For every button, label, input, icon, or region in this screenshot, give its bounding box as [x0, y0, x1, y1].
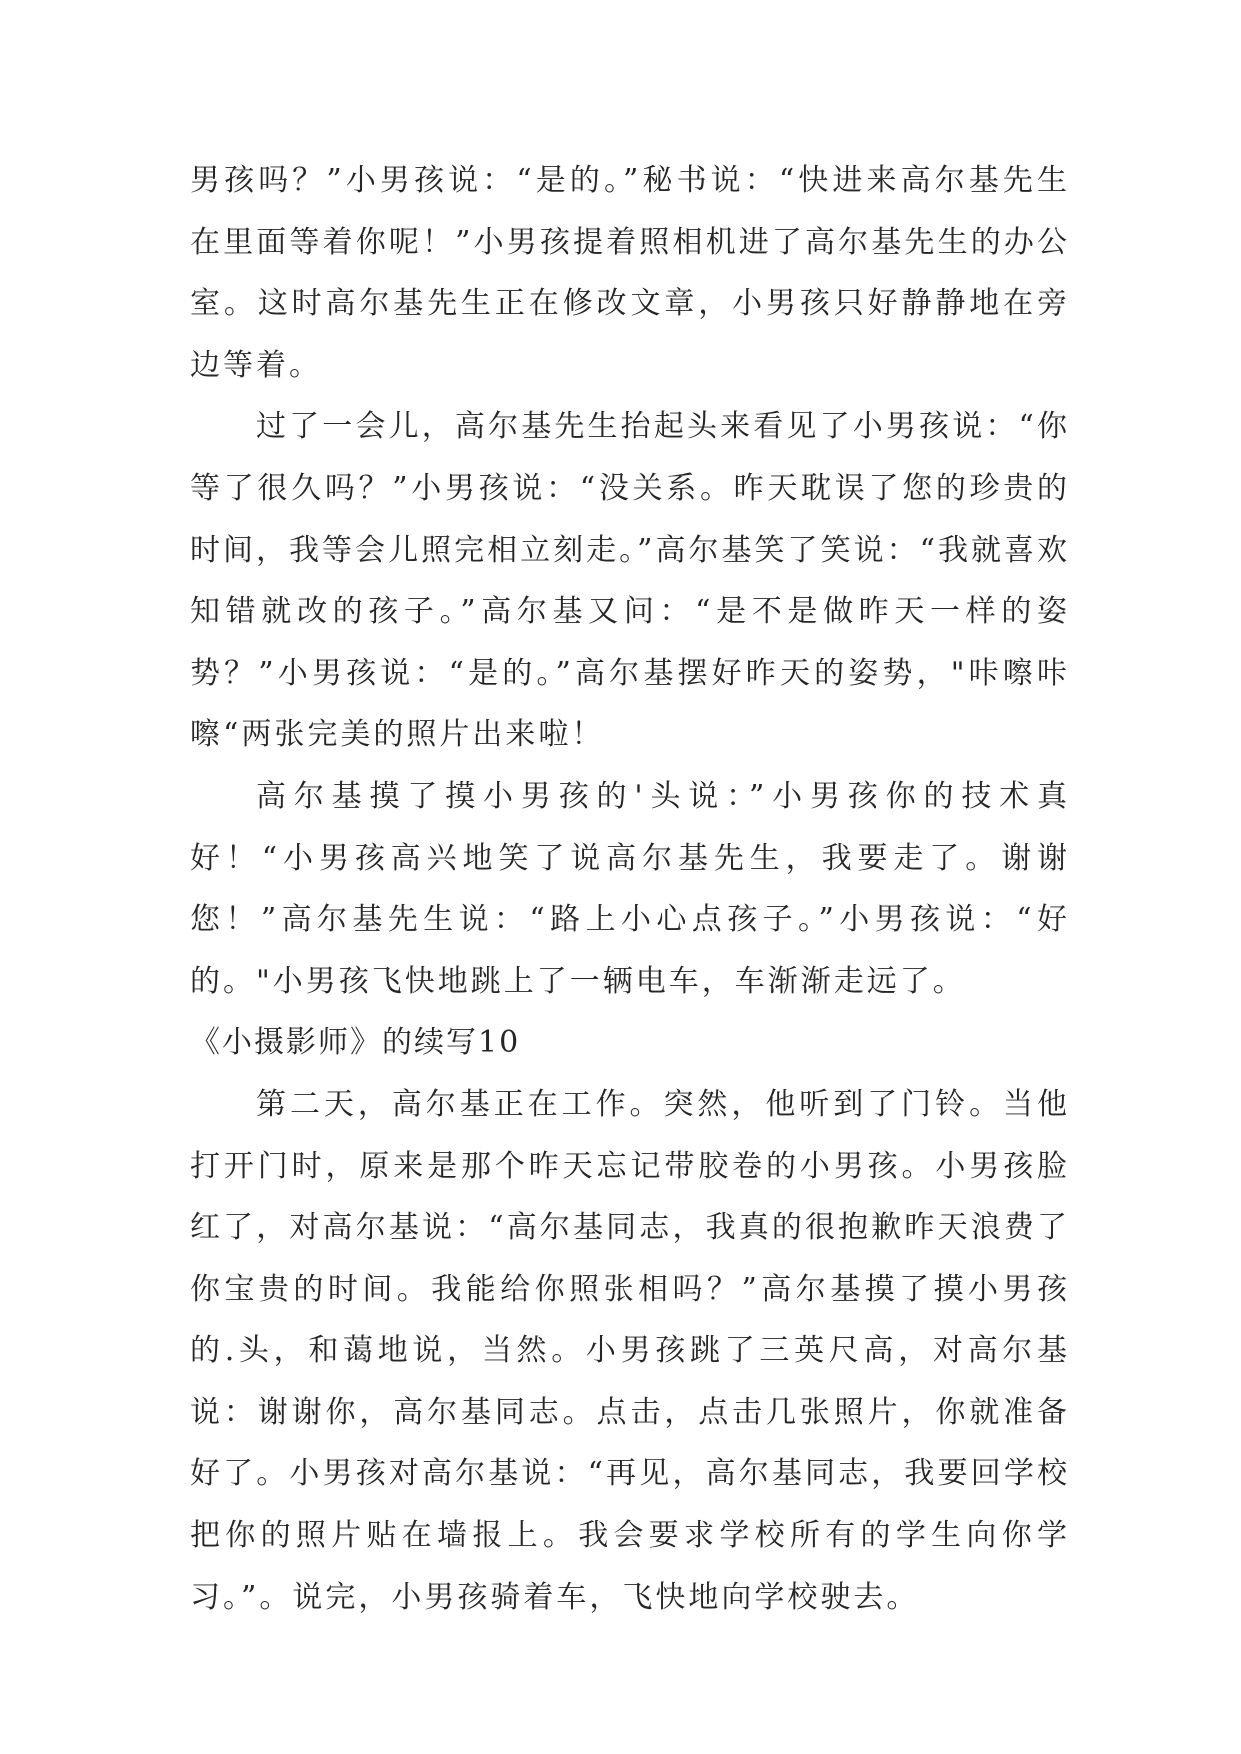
paragraph-continued: 男孩吗？”小男孩说：“是的。”秘书说：“快进来高尔基先生在里面等着你呢！”小男孩提着照相机进了高尔基先生的办公室。这时高尔基先生正在修改文章，小男孩只好静静地在旁边等着。 — [190, 163, 1070, 383]
section-heading: 《小摄影师》的续写10 — [190, 1025, 521, 1061]
paragraph: 高尔基摸了摸小男孩的'头说：”小男孩你的技术真好！“小男孩高兴地笑了说高尔基先生，我要走了。谢谢您！”高尔基先生说：“路上小心点孩子。”小男孩说：“好的。"小男孩飞快地跳上了一辆电车，车渐渐走远了。 — [190, 778, 1070, 999]
document-body — [190, 150, 1070, 1628]
paragraph: 第二天，高尔基正在工作。突然，他听到了门铃。当他打开门时，原来是那个昨天忘记带胶卷的小男孩。小男孩脸红了，对高尔基说：“高尔基同志，我真的很抱歉昨天浪费了你宝贵的时间。我能给你照张相吗？”高尔基摸了摸小男孩的.头，和蔼地说，当然。小男孩跳了三英尺高，对高尔基说：谢谢你，高尔基同志。点击，点击几张照片，你就准备好了。小男孩对高尔基说：“再见，高尔基同志，我要回学校把你的照片贴在墙报上。我会要求学校所有的学生向你学习。”。说完，小男孩骑着车，飞快地向学校驶去。 — [190, 1086, 1070, 1615]
paragraph: 过了一会儿，高尔基先生抬起头来看见了小男孩说：“你等了很久吗？”小男孩说：“没关系。昨天耽误了您的珍贵的时间，我等会儿照完相立刻走。”高尔基笑了笑说：“我就喜欢知错就改的孩子。”高尔基又问：“是不是做昨天一样的姿势？”小男孩说：“是的。”高尔基摆好昨天的姿势，"咔嚓咔嚓“两张完美的照片出来啦！ — [190, 409, 1070, 753]
